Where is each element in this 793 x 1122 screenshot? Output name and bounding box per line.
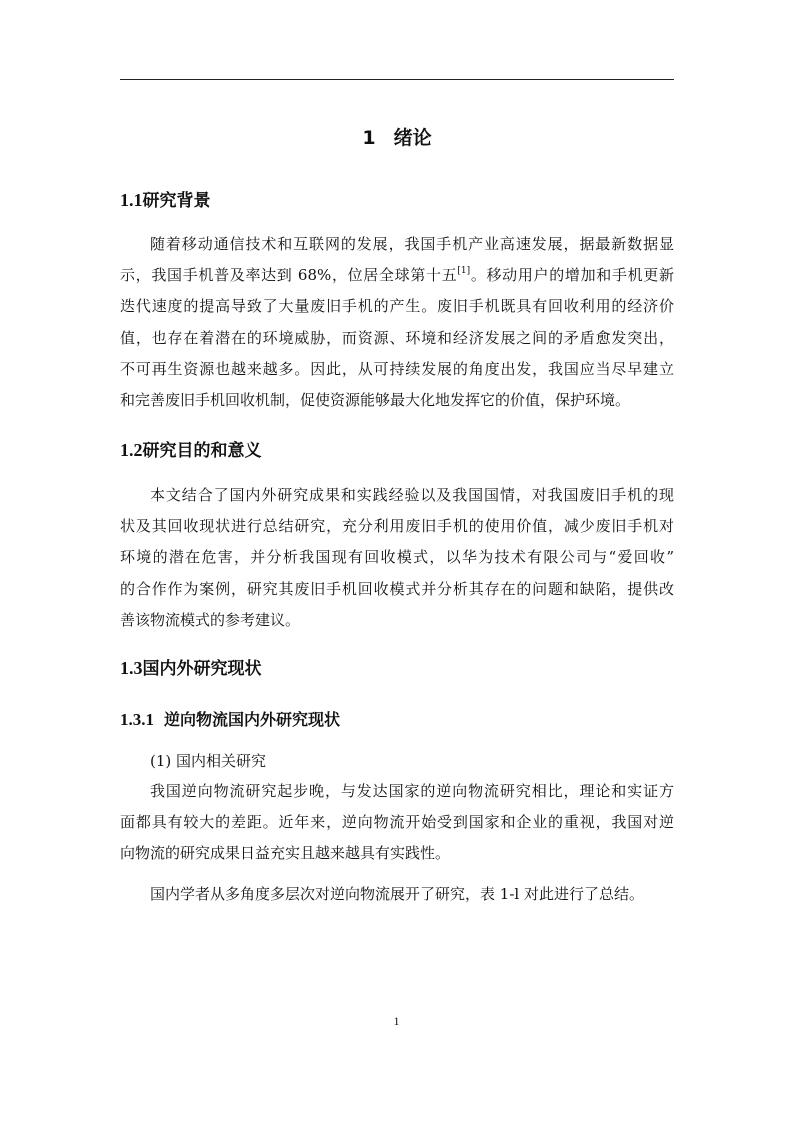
subsection-number: 1.3.1 (120, 710, 154, 729)
paragraph-line: 随着移动通信技术和互联网的发展，我国手机产业高速发展，据最新数据显 (150, 235, 674, 253)
citation-ref: [1] (457, 266, 471, 277)
chapter-title (120, 125, 674, 151)
section-title: 国内外研究现状 (142, 659, 262, 679)
chapter-number: 1 (362, 127, 376, 149)
line-segment: 。移动用户的增加和手机更新 (470, 266, 674, 285)
section-heading-1-1 (120, 188, 211, 213)
section-number: 1.3 (120, 658, 143, 678)
paragraph-domestic-research (120, 776, 674, 870)
section-number: 1.1 (120, 190, 143, 210)
paragraph-line: 和完善废旧手机回收机制，促使资源能够最大化地发挥它的价值，保护环境。 (120, 390, 631, 409)
subsection-title: 逆向物流国内外研究现状 (164, 710, 341, 729)
paragraph-summary (120, 879, 674, 910)
paragraph-purpose (120, 480, 674, 636)
paragraph-line (120, 260, 674, 291)
page-number: 1 (393, 1014, 400, 1028)
header-rule (120, 79, 674, 80)
paragraph-line: 本文结合了国内外研究成果和实践经验以及我国国情，对我国废旧手机的现 (150, 486, 674, 504)
paragraph-research-background (120, 229, 674, 416)
subsection-heading-1-3-1 (120, 709, 340, 731)
section-heading-1-3 (120, 656, 262, 681)
section-number: 1.2 (120, 440, 143, 460)
chapter-title-text: 绪论 (393, 127, 432, 149)
paragraph-line: 状及其回收现状进行总结研究，充分利用废旧手机的使用价值，减少废旧手机对 (120, 517, 674, 536)
paragraph-line: 迭代速度的提高导致了大量废旧手机的产生。废旧手机既具有回收利用的经济价 (120, 297, 674, 316)
paragraph-line: 的合作作为案例，研究其废旧手机回收模式并分析其存在的问题和缺陷，提供改 (120, 579, 674, 598)
paragraph-line: 不可再生资源也越来越多。因此，从可持续发展的角度出发，我国应当尽早建立 (120, 359, 674, 378)
paragraph-line: 我国逆向物流研究起步晚，与发达国家的逆向物流研究相比，理论和实证方 (150, 782, 674, 800)
paragraph-line: 环境的潜在危害，并分析我国现有回收模式，以华为技术有限公司与“爱回收” (120, 548, 674, 567)
paragraph-line: 向物流的研究成果日益充实且越来越具有实践性。 (120, 844, 451, 863)
paragraph-line: 值，也存在着潜在的环境威胁，而资源、环境和经济发展之间的矛盾愈发突出， (120, 328, 674, 347)
section-title: 研究背景 (142, 191, 211, 211)
paragraph-line: 面都具有较大的差距。近年来，逆向物流开始受到国家和企业的重视，我国对逆 (120, 813, 674, 832)
sub-label-domestic-research: (1) 国内相关研究 (150, 752, 267, 770)
paragraph-line: 善该物流模式的参考建议。 (120, 610, 301, 629)
section-title: 研究目的和意义 (142, 441, 262, 461)
section-heading-1-2 (120, 438, 262, 463)
paragraph-line: 国内学者从多角度多层次对逆向物流展开了研究，表 1-l 对此进行了总结。 (150, 885, 644, 903)
line-segment: 示，我国手机普及率达到 68%，位居全球第十五 (120, 266, 458, 285)
